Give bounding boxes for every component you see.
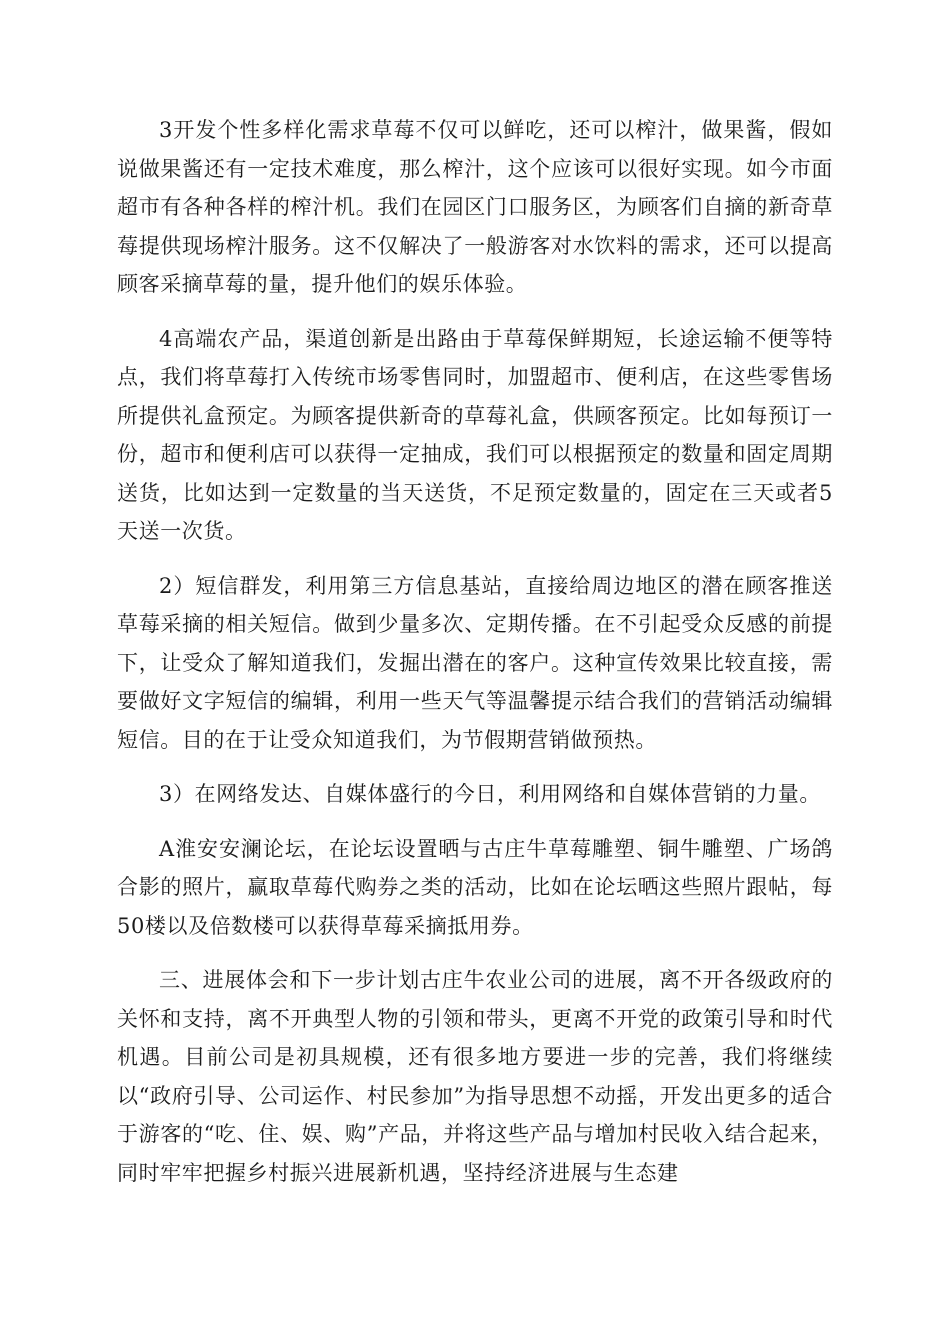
- paragraph-forum-activity: A淮安安澜论坛，在论坛设置晒与古庄牛草莓雕塑、铜牛雕塑、广场鸽合影的照片，赢取草莓代购券之类的活动，比如在论坛晒这些照片跟帖，每50楼以及倍数楼可以获得草莓采摘抵用券。: [117, 836, 833, 938]
- document-page: [117, 111, 833, 1208]
- paragraph-juice-service: 3开发个性多样化需求草莓不仅可以鲜吃，还可以榨汁，做果酱，假如说做果酱还有一定技术难度，那么榨汁，这个应该可以很好实现。如今市面超市有各种各样的榨汁机。我们在园区门口服务区，为顾客们自摘的新奇草莓提供现场榨汁服务。这不仅解决了一般游客对水饮料的需求，还可以提高顾客采摘草莓的量，提升他们的娱乐体验。: [117, 118, 833, 296]
- paragraph-sms-marketing: 2）短信群发，利用第三方信息基站，直接给周边地区的潜在顾客推送草莓采摘的相关短信。做到少量多次、定期传播。在不引起受众反感的前提下，让受众了解知道我们，发掘出潜在的客户。这种宣传效果比较直接，需要做好文字短信的编辑，利用一些天气等温馨提示结合我们的营销活动编辑短信。目的在于让受众知道我们，为节假期营销做预热。: [117, 573, 833, 752]
- paragraph-next-plan: 三、进展体会和下一步计划古庄牛农业公司的进展，离不开各级政府的关怀和支持，离不开典型人物的引领和带头，更离不开党的政策引导和时代机遇。目前公司是初具规模，还有很多地方要进一步的完善，我们将继续以“政府引导、公司运作、村民参加”为指导思想不动摇，开发出更多的适合于游客的“吃、住、娱、购”产品，并将这些产品与增加村民收入结合起来，同时牢牢把握乡村振兴进展新机遇，坚持经济进展与生态建: [117, 968, 833, 1185]
- paragraph-gift-box-channel: 4高端农产品，渠道创新是出路由于草莓保鲜期短，长途运输不便等特点，我们将草莓打入传统市场零售同时，加盟超市、便利店，在这些零售场所提供礼盒预定。为顾客提供新奇的草莓礼盒，供顾客预定。比如每预订一份，超市和便利店可以获得一定抽成，我们可以根据预定的数量和固定周期送货，比如达到一定数量的当天送货，不足预定数量的，固定在三天或者5天送一次货。: [117, 326, 833, 543]
- paragraph-online-marketing: 3）在网络发达、自媒体盛行的今日，利用网络和自媒体营销的力量。: [159, 782, 821, 806]
